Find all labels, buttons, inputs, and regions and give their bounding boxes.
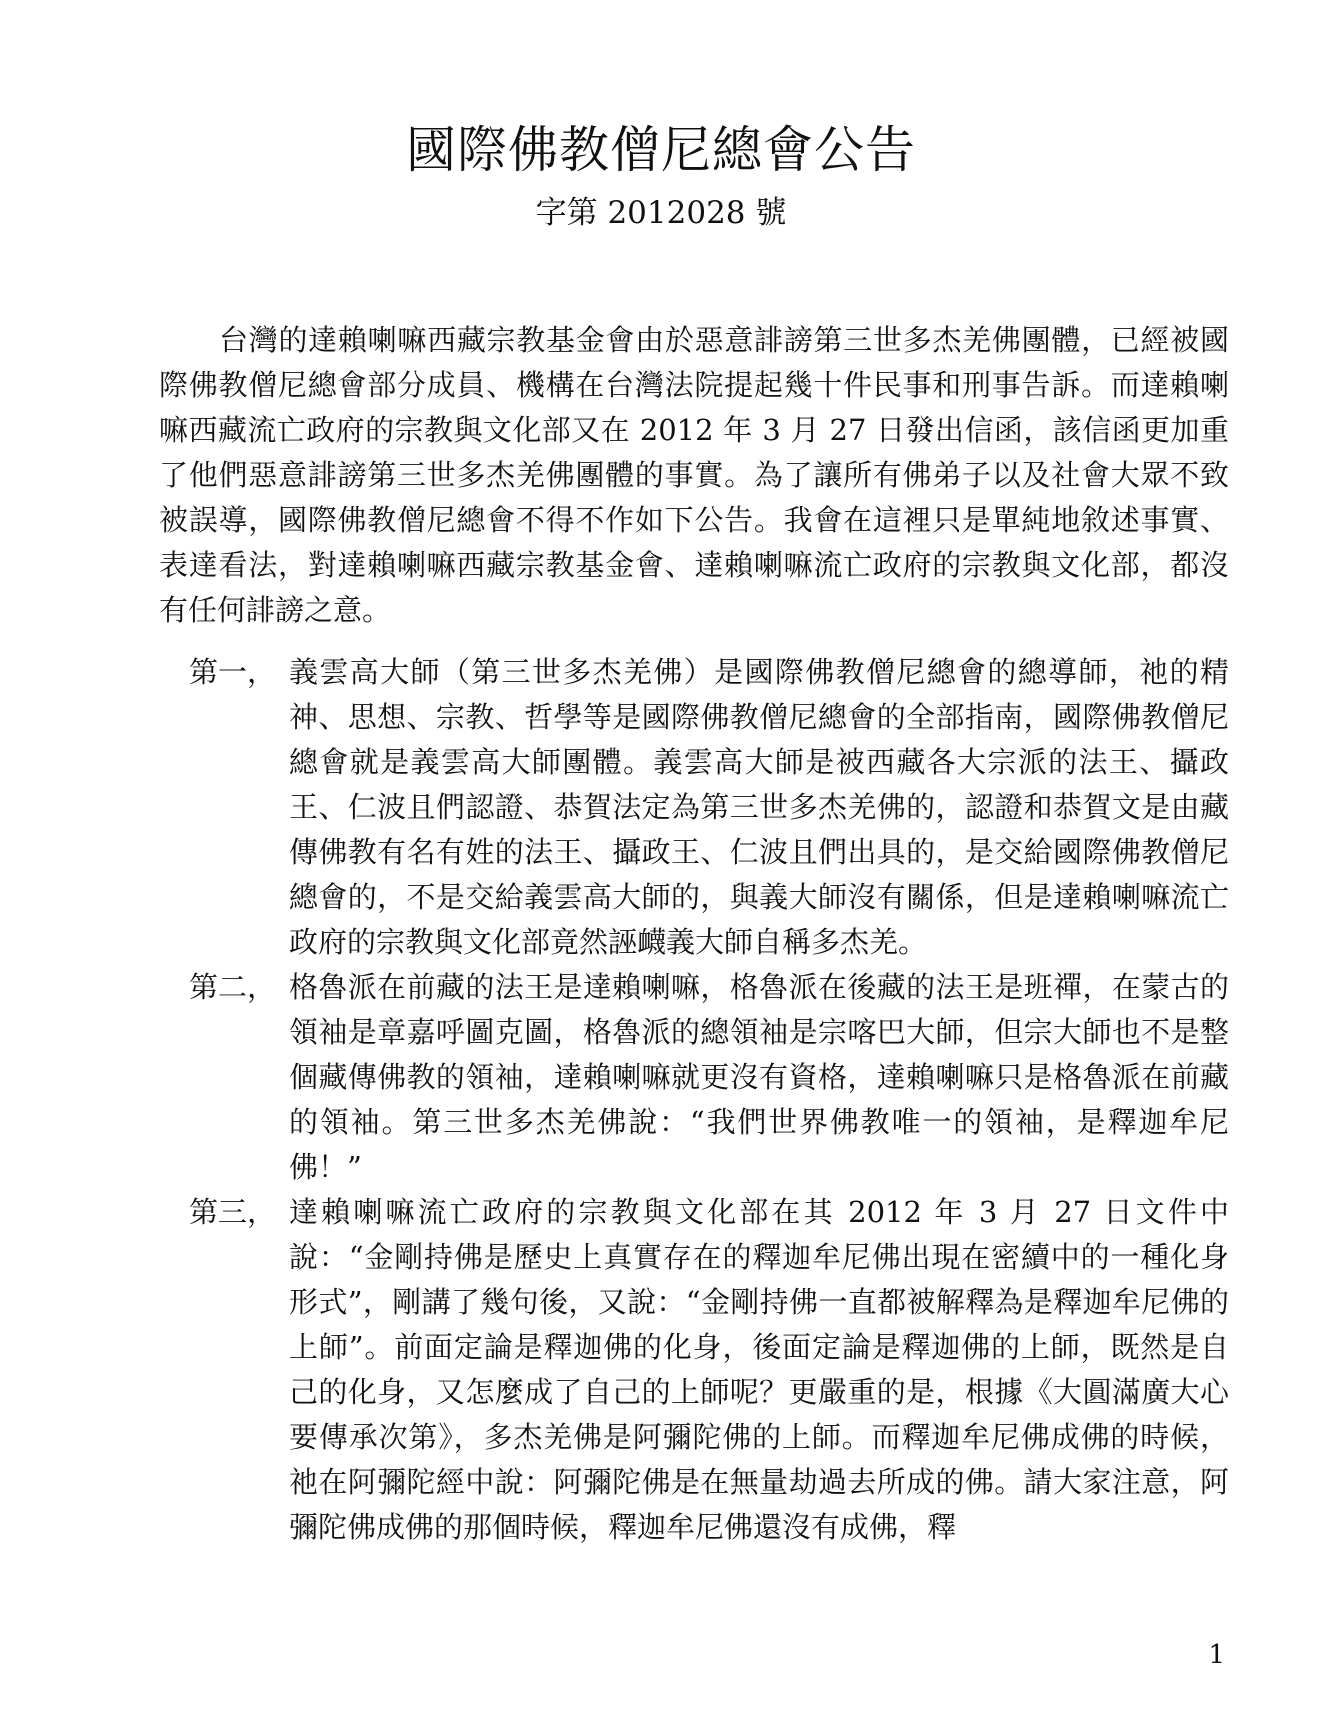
intro-paragraph: 台灣的達賴喇嘛西藏宗教基金會由於惡意誹謗第三世多杰羌佛團體，已經被國際佛教僧尼總會部分成員、機構在台灣法院提起幾十件民事和刑事告訴。而達賴喇嘛西藏流亡政府的宗教與文化部又在 2012 年 3 月 27 日發出信函，該信函更加重了他們惡意誹謗第三世多杰羌佛團體的事實。為了讓所有佛弟子以及社會大眾不致被誤導，國際佛教僧尼總會不得不作如下公告。我會在這裡只是單純地敘述事實、表達看法，對達賴喇嘛西藏宗教基金會、達賴喇嘛流亡政府的宗教與文化部，都沒有任何誹謗之意。	[159, 323, 1229, 627]
section-text: 格魯派在前藏的法王是達賴喇嘛，格魯派在後藏的法王是班禪，在蒙古的領袖是章嘉呼圖克圖，格魯派的總領袖是宗喀巴大師，但宗大師也不是整個藏傳佛教的領袖，達賴喇嘛就更沒有資格，達賴喇嘛只是格魯派在前藏的領袖。第三世多杰羌佛說：“我們世界佛教唯一的領袖，是釋迦牟尼佛！”	[289, 970, 1229, 1184]
page-title: 國際佛教僧尼總會公告	[406, 121, 916, 179]
section-item	[189, 650, 1229, 965]
section-marker: 第二，	[189, 970, 277, 1004]
section-marker: 第一，	[189, 655, 277, 689]
section-text: 義雲高大師（第三世多杰羌佛）是國際佛教僧尼總會的總導師，祂的精神、思想、宗教、哲學等是國際佛教僧尼總會的全部指南，國際佛教僧尼總會就是義雲高大師團體。義雲高大師是被西藏各大宗派的法王、攝政王、仁波且們認證、恭賀法定為第三世多杰羌佛的，認證和恭賀文是由藏傳佛教有名有姓的法王、攝政王、仁波且們出具的，是交給國際佛教僧尼總會的，不是交給義雲高大師的，與義大師沒有關係，但是達賴喇嘛流亡政府的宗教與文化部竟然誣衊義大師自稱多杰羌。	[289, 655, 1229, 959]
section-list	[189, 650, 1229, 1550]
document-number: 字第 2012028 號	[535, 195, 787, 231]
section-item	[189, 1190, 1229, 1550]
section-marker: 第三，	[189, 1195, 277, 1229]
section-item	[189, 965, 1229, 1190]
page-number: 1	[1208, 1640, 1225, 1670]
section-text: 達賴喇嘛流亡政府的宗教與文化部在其 2012 年 3 月 27 日文件中說：“金剛持佛是歷史上真實存在的釋迦牟尼佛出現在密續中的一種化身形式”，剛講了幾句後，又說：“金剛持佛一直都被解釋為是釋迦牟尼佛的上師”。前面定論是釋迦佛的化身，後面定論是釋迦佛的上師，既然是自己的化身，又怎麼成了自己的上師呢？更嚴重的是，根據《大圓滿廣大心要傳承次第》，多杰羌佛是阿彌陀佛的上師。而釋迦牟尼佛成佛的時候，祂在阿彌陀經中說：阿彌陀佛是在無量劫過去所成的佛。請大家注意，阿彌陀佛成佛的那個時候，釋迦牟尼佛還沒有成佛，釋	[289, 1195, 1229, 1544]
